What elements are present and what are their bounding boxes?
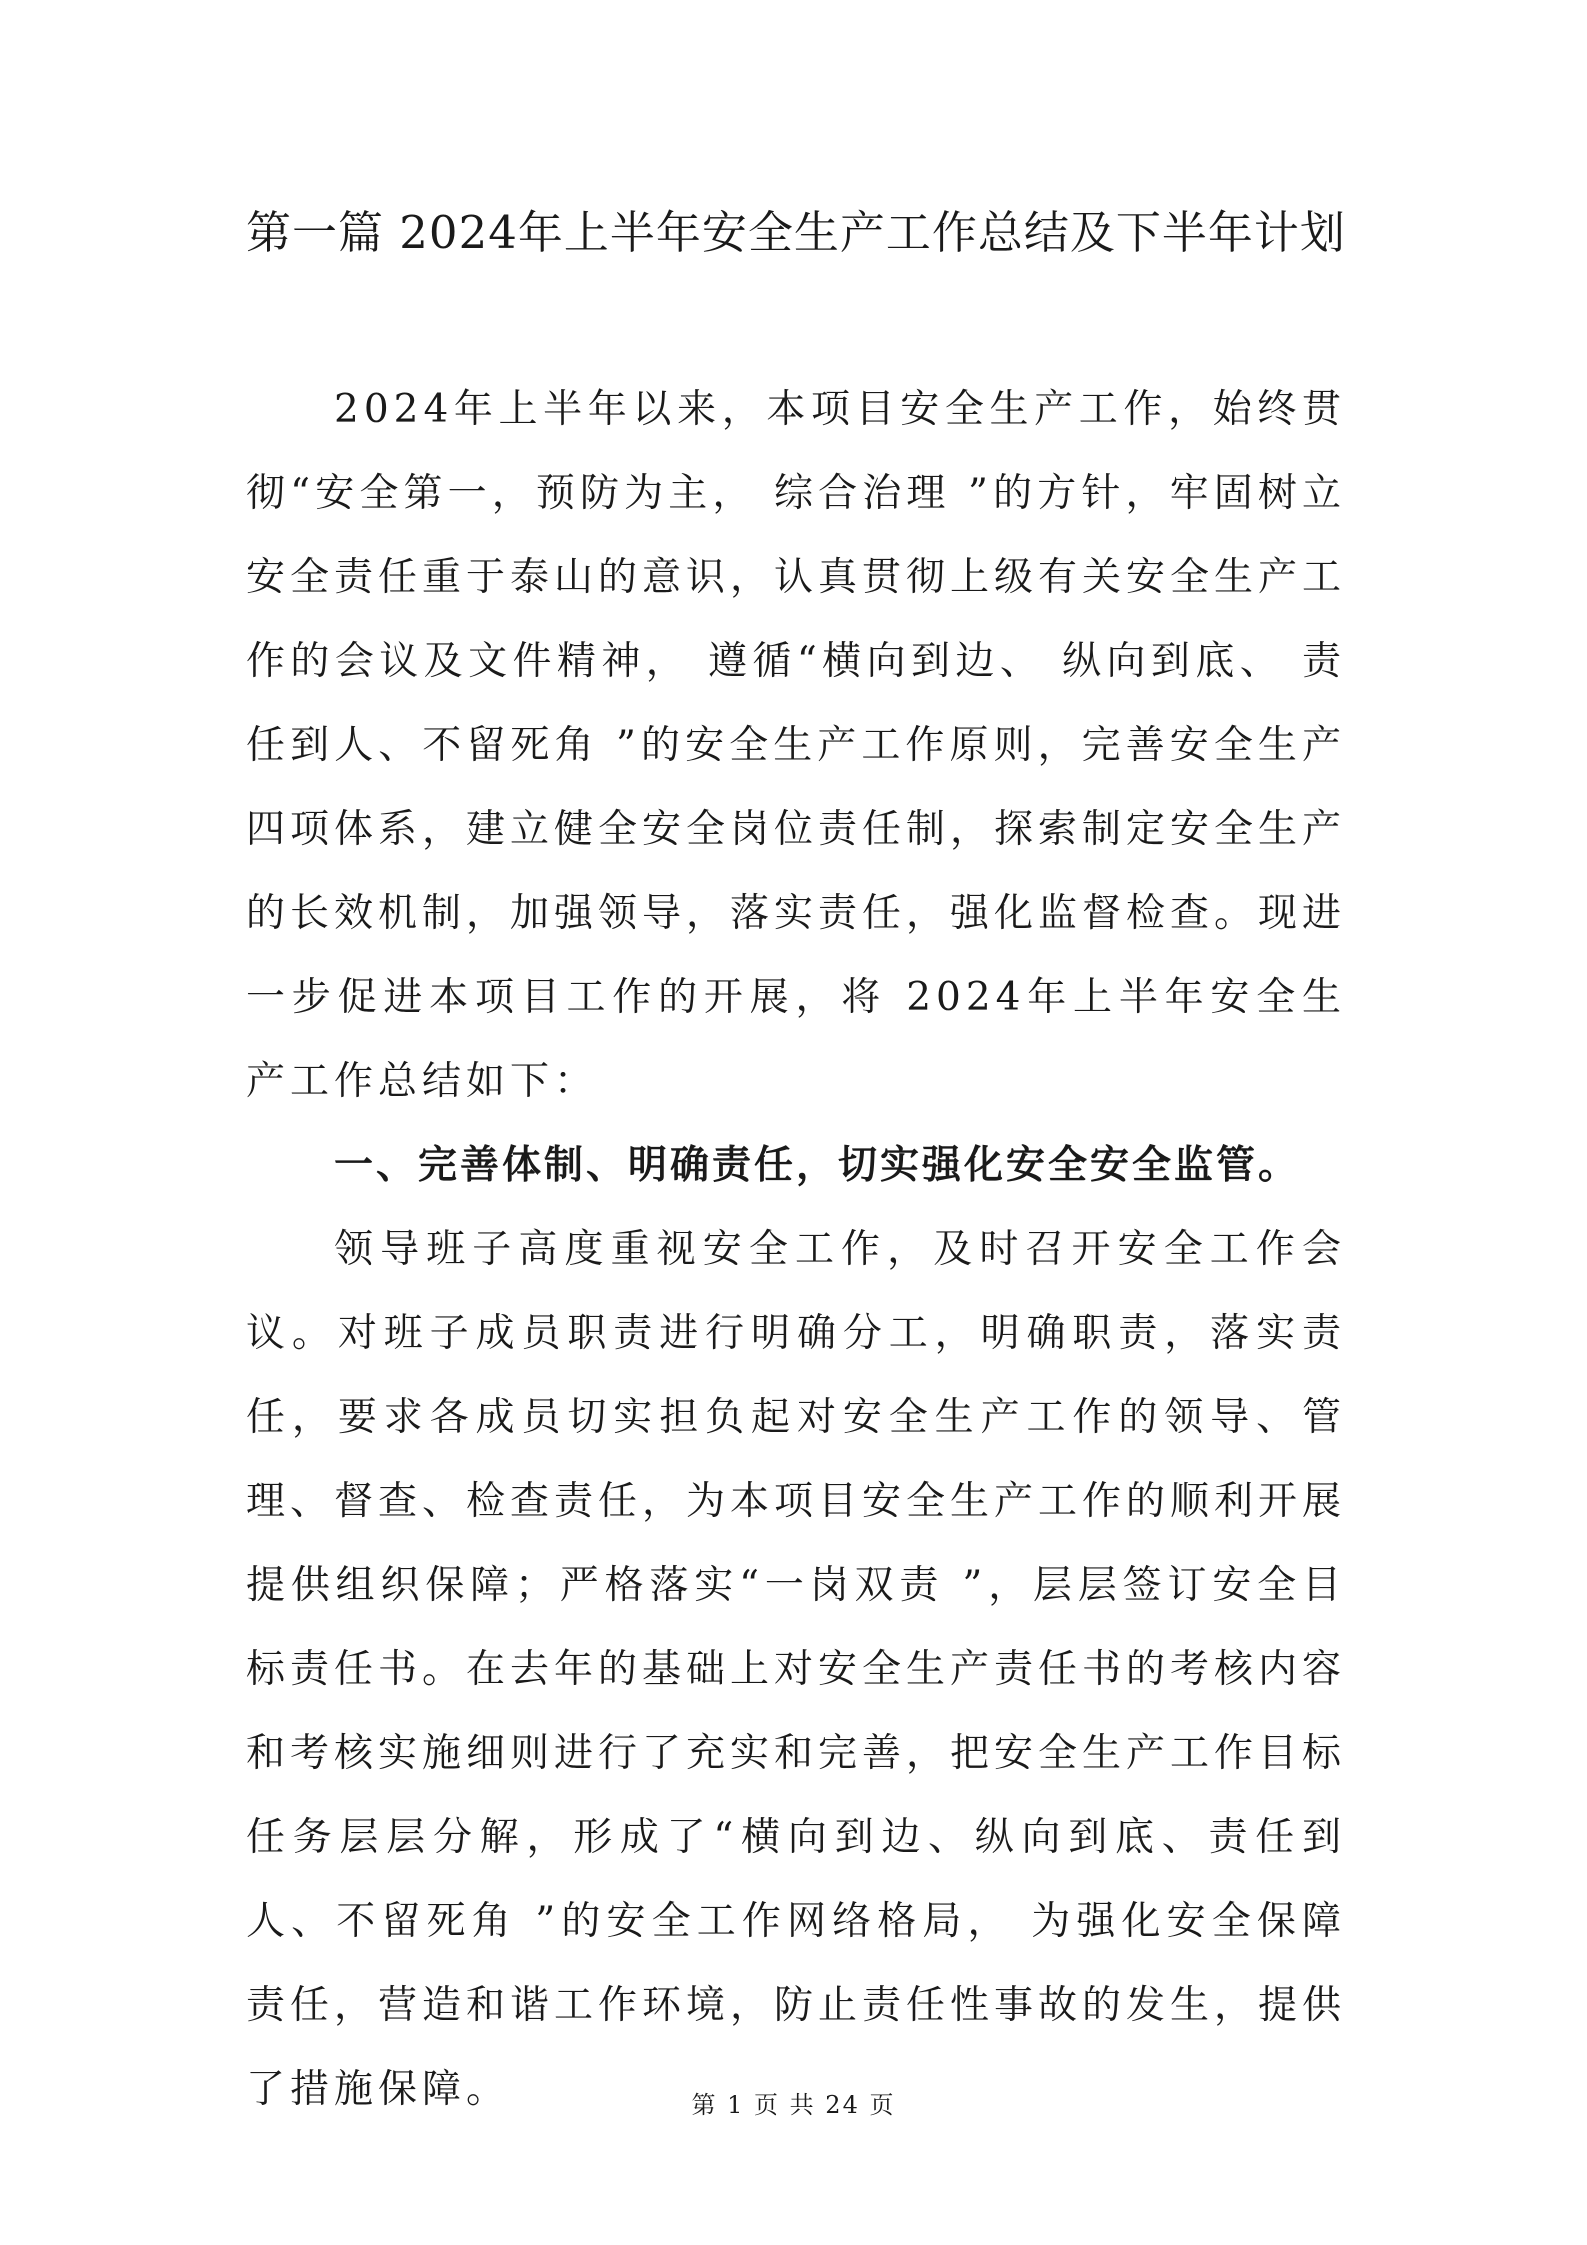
section-heading-1: 一、完善体制、明确责任，切实强化安全安全监管。 bbox=[334, 1143, 1301, 1188]
section-1-paragraph: 领导班子高度重视安全工作，及时召开安全工作会议。对班子成员职责进行明确分工，明确职责，落实责任，要求各成员切实担负起对安全生产工作的领导、管理、督查、检查责任，为本项目安全生产工作的顺利开展提供组织保障；严格落实“一岗双责 ”，层层签订安全目标责任书。在去年的基础上对安全生产责任书的考核内容和考核实施细则进行了充实和完善，把安全生产工作目标任务层层分解，形成了“横向到边、纵向到底、责任到人、不留死角 ”的安全工作网络格局， 为强化安全保障责任，营造和谐工作环境，防止责任性事故的发生，提供了措施保障。 bbox=[246, 1227, 1347, 2112]
page-number-footer: 第 1 页 共 24 页 bbox=[691, 2091, 896, 2119]
document-title: 第一篇 2024年上半年安全生产工作总结及下半年计划 bbox=[246, 206, 1346, 259]
document-body bbox=[246, 368, 1346, 2132]
intro-paragraph: 2024年上半年以来，本项目安全生产工作，始终贯彻“安全第一，预防为主， 综合治理 ”的方针，牢固树立安全责任重于泰山的意识，认真贯彻上级有关安全生产工作的会议及文件精神， 遵循“横向到边、 纵向到底、 责任到人、不留死角 ”的安全生产工作原则，完善安全生产四项体系，建立健全安全岗位责任制，探索制定安全生产的长效机制，加强领导，落实责任，强化监督检查。现进一步促进本项目工作的开展，将 2024年上半年安全生产工作总结如下： bbox=[246, 387, 1347, 1104]
